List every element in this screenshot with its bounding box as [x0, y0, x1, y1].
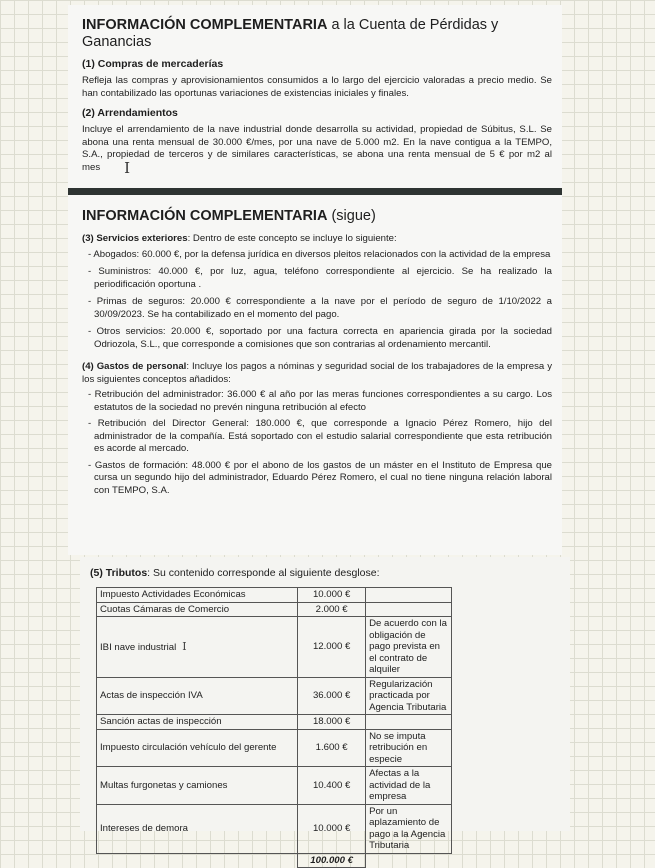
- list-item: - Retribución del Director General: 180.000 €, que corresponde a Ignacio Pérez Romero, hijo del administrador de la compañía. Está soportado con el estudio salarial correspondiente que esta retribución es acorde al mercado.: [88, 418, 552, 454]
- text-cursor-icon: I: [124, 158, 131, 177]
- concept-cell: Cuotas Cámaras de Comercio: [97, 602, 298, 617]
- title-plain: a la Cuenta de Pérdidas y Ganancias: [82, 17, 499, 50]
- concept-cell: Actas de inspección IVA: [97, 677, 298, 715]
- tributos-table: [96, 587, 452, 868]
- list-item: - Abogados: 60.000 €, por la defensa jurídica en diversos pleitos relacionados con la actividad de la empresa: [88, 248, 551, 260]
- total-spacer: [97, 853, 298, 868]
- amount-cell: 12.000 €: [298, 617, 366, 678]
- tributos-label: (5) Tributos: [90, 567, 148, 579]
- heading-compras: (1) Compras de mercaderías: [82, 58, 224, 70]
- table-row: [97, 677, 452, 715]
- personal-list: [88, 389, 552, 497]
- title-plain: (sigue): [327, 208, 376, 224]
- table-row: [97, 729, 452, 767]
- amount-cell: 18.000 €: [298, 715, 366, 730]
- concept-cell: [97, 617, 298, 678]
- amount-cell: 36.000 €: [298, 677, 366, 715]
- text-arrendamientos: [82, 124, 552, 177]
- amount-cell: 1.600 €: [298, 729, 366, 767]
- amount-cell: 10.000 €: [298, 588, 366, 603]
- personal-label: (4) Gastos de personal: [82, 361, 187, 372]
- servicios-label: (3) Servicios exteriores: [82, 233, 188, 244]
- amount-cell: 10.400 €: [298, 767, 366, 805]
- note-cell: Afectas a la actividad de la empresa: [366, 767, 452, 805]
- title-bold: INFORMACIÓN COMPLEMENTARIA: [82, 208, 328, 224]
- table-row: [97, 588, 452, 603]
- list-item: - Gastos de formación: 48.000 € por el abono de los gastos de un máster en el Instituto de Empresa que cursa un segundo hijo del administrador, Eduardo Pérez Romero, el cual no tiene ninguna relación laboral con TEMPO, S.A.: [88, 459, 552, 496]
- list-item: - Primas de seguros: 20.000 € correspondiente a la nave por el período de seguro de 1/10/2022 a 30/09/2023. Se ha contabilizado en el momento del pago.: [88, 296, 552, 320]
- servicios-intro: [82, 233, 552, 246]
- section-title: [82, 17, 552, 51]
- table-row: [97, 602, 452, 617]
- concept-text: IBI nave industrial: [100, 641, 177, 653]
- note-cell: [366, 715, 452, 730]
- tributos-intro: [90, 567, 560, 580]
- note-cell: De acuerdo con la obligación de pago prevista en el contrato de alquiler: [366, 617, 452, 678]
- concept-cell: Sanción actas de inspección: [97, 715, 298, 730]
- note-cell: Por un aplazamiento de pago a la Agencia Tributaria: [366, 804, 452, 853]
- title-bold: INFORMACIÓN COMPLEMENTARIA: [82, 17, 328, 33]
- table-row: [97, 617, 452, 678]
- table-row: [97, 804, 452, 853]
- amount-cell: 2.000 €: [298, 602, 366, 617]
- total-spacer: [366, 853, 452, 868]
- text-cursor-icon: I: [182, 639, 187, 653]
- list-item: - Suministros: 40.000 €, por luz, agua, teléfono correspondiente al ejercicio. Se ha realizado la periodificación oportuna .: [88, 266, 552, 290]
- page-2-excerpt: [68, 195, 562, 555]
- note-cell: [366, 602, 452, 617]
- page-1-excerpt: [68, 5, 562, 188]
- concept-cell: Impuesto circulación vehículo del gerente: [97, 729, 298, 767]
- tributos-intro-text: : Su contenido corresponde al siguiente desglose:: [147, 567, 380, 579]
- page-separator: [68, 188, 562, 195]
- list-item: - Otros servicios: 20.000 €, soportado por una factura correcta en apariencia girada por la sociedad Odriozola, S.L., que corresponde a comisiones que son contrarias al ordenamiento mercantil.: [88, 326, 552, 350]
- total-amount: 100.000 €: [298, 853, 366, 868]
- section-title-continued: [82, 208, 552, 225]
- note-cell: [366, 588, 452, 603]
- table-row: [97, 767, 452, 805]
- amount-cell: 10.000 €: [298, 804, 366, 853]
- personal-intro-text: : Incluye los pagos a nóminas y seguridad social de los trabajadores de la empresa y los siguientes conceptos añadidos:: [82, 361, 552, 385]
- note-cell: No se imputa retribución en especie: [366, 729, 452, 767]
- heading-arrendamientos: (2) Arrendamientos: [82, 107, 178, 119]
- text-arrendamientos-body: Incluye el arrendamiento de la nave industrial donde desarrolla su actividad, propiedad de Súbitus, S.L. Se abona una renta mensual de 30.000 €/mes, por una nave de 5.000 m2. En la nave contigua a la TEMPO, S.A., propiedad de terceros y de similares características, se abona una renta mensual de 5 € por m2 al mes: [82, 124, 552, 173]
- list-item: - Retribución del administrador: 36.000 € al año por las meras funciones correspondientes a su cargo. Los estatutos de la sociedad no prevén ninguna retribución al efecto: [88, 389, 552, 413]
- page-3-excerpt: [80, 557, 570, 866]
- personal-intro: [82, 361, 552, 386]
- servicios-list: [88, 249, 552, 352]
- concept-cell: Impuesto Actividades Económicas: [97, 588, 298, 603]
- total-row: [97, 853, 452, 868]
- text-compras: Refleja las compras y aprovisionamientos consumidos a lo largo del ejercicio valoradas a precio medio. Se han contabilizado las oportunas variaciones de existencias iniciales y finales.: [82, 75, 552, 99]
- servicios-intro-text: : Dentro de este concepto se incluye lo siguiente:: [187, 233, 397, 244]
- concept-cell: Intereses de demora: [97, 804, 298, 853]
- note-cell: Regularización practicada por Agencia Tributaria: [366, 677, 452, 715]
- table-row: [97, 715, 452, 730]
- concept-cell: Multas furgonetas y camiones: [97, 767, 298, 805]
